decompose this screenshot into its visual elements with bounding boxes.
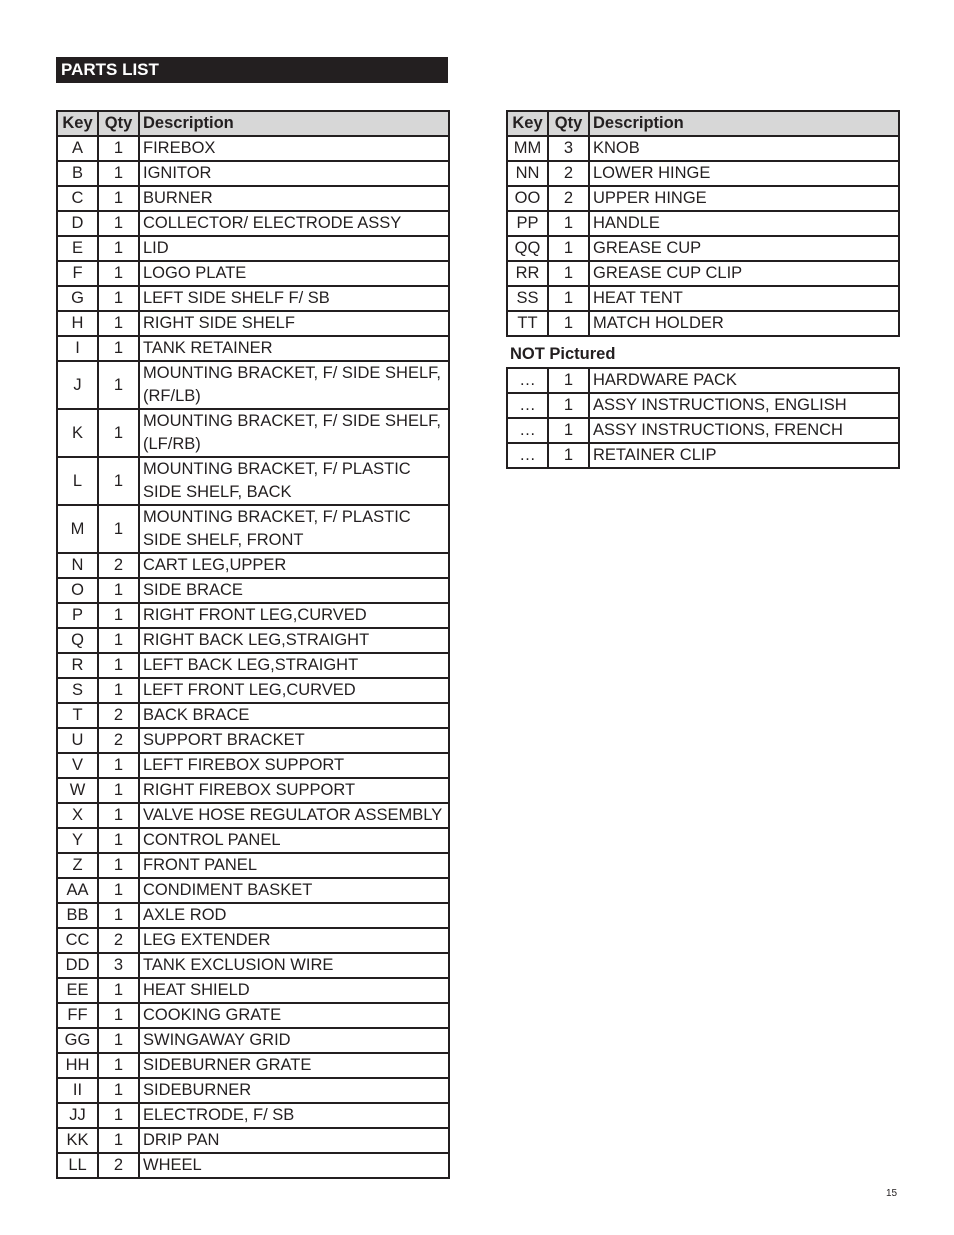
table-row: [57, 457, 449, 505]
part-description-cell: VALVE HOSE REGULATOR ASSEMBLY: [139, 803, 449, 828]
part-qty-cell: 1: [98, 457, 139, 505]
part-qty-cell: 1: [548, 261, 589, 286]
part-key-cell: EE: [57, 978, 98, 1003]
part-key-cell: AA: [57, 878, 98, 903]
part-description-cell: FIREBOX: [139, 136, 449, 161]
part-description-cell: SWINGAWAY GRID: [139, 1028, 449, 1053]
table-row: [57, 361, 449, 409]
table-row: [57, 553, 449, 578]
part-key-cell: …: [507, 418, 548, 443]
part-qty-cell: 1: [548, 211, 589, 236]
table-row: [507, 211, 899, 236]
description-column-header: Description: [139, 111, 449, 136]
part-qty-cell: 1: [548, 393, 589, 418]
part-key-cell: GG: [57, 1028, 98, 1053]
part-qty-cell: 1: [98, 1078, 139, 1103]
part-qty-cell: 1: [98, 261, 139, 286]
part-key-cell: …: [507, 443, 548, 468]
part-key-cell: O: [57, 578, 98, 603]
part-description-cell: TANK RETAINER: [139, 336, 449, 361]
part-qty-cell: 1: [548, 443, 589, 468]
part-description-cell: COLLECTOR/ ELECTRODE ASSY: [139, 211, 449, 236]
part-qty-cell: 3: [548, 136, 589, 161]
parts-list-title: PARTS LIST: [56, 57, 448, 83]
part-key-cell: F: [57, 261, 98, 286]
part-qty-cell: 1: [98, 578, 139, 603]
part-description-cell: RIGHT BACK LEG,STRAIGHT: [139, 628, 449, 653]
part-qty-cell: 1: [98, 186, 139, 211]
part-qty-cell: 1: [98, 603, 139, 628]
part-description-cell: GREASE CUP: [589, 236, 899, 261]
table-row: [507, 286, 899, 311]
part-qty-cell: 1: [98, 1003, 139, 1028]
table-row: [57, 953, 449, 978]
table-row: [57, 286, 449, 311]
part-qty-cell: 1: [98, 628, 139, 653]
table-row: [57, 236, 449, 261]
part-key-cell: HH: [57, 1053, 98, 1078]
part-qty-cell: 1: [548, 311, 589, 336]
part-key-cell: …: [507, 393, 548, 418]
part-qty-cell: 1: [98, 828, 139, 853]
table-row: [507, 186, 899, 211]
part-description-cell: SIDE BRACE: [139, 578, 449, 603]
part-description-cell: BURNER: [139, 186, 449, 211]
part-key-cell: T: [57, 703, 98, 728]
part-description-cell: RIGHT SIDE SHELF: [139, 311, 449, 336]
part-qty-cell: 1: [548, 368, 589, 393]
part-qty-cell: 1: [98, 286, 139, 311]
part-qty-cell: 1: [98, 978, 139, 1003]
part-description-cell: RIGHT FIREBOX SUPPORT: [139, 778, 449, 803]
table-row: [57, 505, 449, 553]
table-row: [57, 1128, 449, 1153]
part-qty-cell: 1: [548, 418, 589, 443]
part-qty-cell: 1: [98, 903, 139, 928]
table-row: [57, 753, 449, 778]
part-description-cell: LEFT SIDE SHELF F/ SB: [139, 286, 449, 311]
part-key-cell: BB: [57, 903, 98, 928]
table-row: [507, 161, 899, 186]
table-row: [57, 311, 449, 336]
part-qty-cell: 1: [98, 236, 139, 261]
part-description-cell: KNOB: [589, 136, 899, 161]
part-description-cell: MOUNTING BRACKET, F/ PLASTIC SIDE SHELF, FRONT: [139, 505, 449, 553]
part-description-cell: COOKING GRATE: [139, 1003, 449, 1028]
part-key-cell: MM: [507, 136, 548, 161]
table-row: [57, 703, 449, 728]
table-row: [507, 261, 899, 286]
part-qty-cell: 1: [98, 1128, 139, 1153]
part-qty-cell: 1: [98, 409, 139, 457]
key-column-header: Key: [507, 111, 548, 136]
key-column-header: Key: [57, 111, 98, 136]
part-key-cell: G: [57, 286, 98, 311]
part-description-cell: SIDEBURNER GRATE: [139, 1053, 449, 1078]
part-key-cell: U: [57, 728, 98, 753]
table-row: [57, 1103, 449, 1128]
part-description-cell: TANK EXCLUSION WIRE: [139, 953, 449, 978]
part-description-cell: BACK BRACE: [139, 703, 449, 728]
part-description-cell: UPPER HINGE: [589, 186, 899, 211]
part-description-cell: HEAT TENT: [589, 286, 899, 311]
qty-column-header: Qty: [548, 111, 589, 136]
part-description-cell: RIGHT FRONT LEG,CURVED: [139, 603, 449, 628]
table-row: [57, 578, 449, 603]
part-description-cell: MATCH HOLDER: [589, 311, 899, 336]
part-key-cell: X: [57, 803, 98, 828]
part-key-cell: I: [57, 336, 98, 361]
part-key-cell: R: [57, 653, 98, 678]
part-qty-cell: 1: [98, 1103, 139, 1128]
part-key-cell: N: [57, 553, 98, 578]
part-description-cell: ELECTRODE, F/ SB: [139, 1103, 449, 1128]
part-qty-cell: 2: [98, 928, 139, 953]
part-description-cell: SIDEBURNER: [139, 1078, 449, 1103]
part-qty-cell: 1: [98, 753, 139, 778]
table-row: [57, 628, 449, 653]
part-description-cell: CONDIMENT BASKET: [139, 878, 449, 903]
part-description-cell: LEFT BACK LEG,STRAIGHT: [139, 653, 449, 678]
part-qty-cell: 1: [548, 236, 589, 261]
part-description-cell: SUPPORT BRACKET: [139, 728, 449, 753]
table-row: [57, 186, 449, 211]
part-qty-cell: 1: [98, 361, 139, 409]
table-row: [57, 728, 449, 753]
part-qty-cell: 1: [98, 878, 139, 903]
part-description-cell: AXLE ROD: [139, 903, 449, 928]
part-description-cell: LEG EXTENDER: [139, 928, 449, 953]
table-row: [57, 211, 449, 236]
table-row: [57, 1153, 449, 1178]
part-description-cell: FRONT PANEL: [139, 853, 449, 878]
table-row: [507, 368, 899, 393]
table-header-row: [57, 111, 449, 136]
part-description-cell: ASSY INSTRUCTIONS, FRENCH: [589, 418, 899, 443]
part-key-cell: Y: [57, 828, 98, 853]
part-key-cell: FF: [57, 1003, 98, 1028]
parts-table-right: [506, 110, 900, 337]
table-row: [57, 161, 449, 186]
part-qty-cell: 1: [98, 161, 139, 186]
table-row: [507, 418, 899, 443]
part-description-cell: HANDLE: [589, 211, 899, 236]
table-row: [57, 903, 449, 928]
part-description-cell: DRIP PAN: [139, 1128, 449, 1153]
part-key-cell: LL: [57, 1153, 98, 1178]
part-qty-cell: 1: [98, 653, 139, 678]
part-description-cell: LID: [139, 236, 449, 261]
not-pictured-title: NOT Pictured: [510, 345, 616, 363]
part-key-cell: Q: [57, 628, 98, 653]
part-description-cell: IGNITOR: [139, 161, 449, 186]
part-key-cell: OO: [507, 186, 548, 211]
part-key-cell: KK: [57, 1128, 98, 1153]
table-row: [57, 653, 449, 678]
part-key-cell: A: [57, 136, 98, 161]
part-key-cell: CC: [57, 928, 98, 953]
table-row: [57, 678, 449, 703]
table-row: [57, 603, 449, 628]
table-row: [57, 336, 449, 361]
part-key-cell: SS: [507, 286, 548, 311]
part-description-cell: WHEEL: [139, 1153, 449, 1178]
part-qty-cell: 1: [98, 505, 139, 553]
table-row: [57, 928, 449, 953]
description-column-header: Description: [589, 111, 899, 136]
part-qty-cell: 1: [98, 853, 139, 878]
part-key-cell: H: [57, 311, 98, 336]
part-qty-cell: 2: [98, 703, 139, 728]
table-row: [57, 978, 449, 1003]
part-key-cell: J: [57, 361, 98, 409]
part-description-cell: MOUNTING BRACKET, F/ PLASTIC SIDE SHELF, BACK: [139, 457, 449, 505]
part-key-cell: P: [57, 603, 98, 628]
page-number: 15: [886, 1188, 898, 1199]
part-key-cell: E: [57, 236, 98, 261]
table-row: [57, 261, 449, 286]
part-description-cell: ASSY INSTRUCTIONS, ENGLISH: [589, 393, 899, 418]
parts-table-left: [56, 110, 450, 1179]
part-description-cell: LEFT FRONT LEG,CURVED: [139, 678, 449, 703]
part-key-cell: C: [57, 186, 98, 211]
part-description-cell: RETAINER CLIP: [589, 443, 899, 468]
table-row: [57, 409, 449, 457]
part-description-cell: LOWER HINGE: [589, 161, 899, 186]
part-key-cell: Z: [57, 853, 98, 878]
not-pictured-table: [506, 367, 900, 469]
part-key-cell: RR: [507, 261, 548, 286]
part-qty-cell: 2: [548, 161, 589, 186]
table-row: [57, 1053, 449, 1078]
part-qty-cell: 2: [98, 728, 139, 753]
table-row: [507, 136, 899, 161]
part-qty-cell: 1: [98, 1053, 139, 1078]
part-description-cell: GREASE CUP CLIP: [589, 261, 899, 286]
part-description-cell: MOUNTING BRACKET, F/ SIDE SHELF, (LF/RB): [139, 409, 449, 457]
table-row: [57, 1028, 449, 1053]
table-header-row: [507, 111, 899, 136]
part-key-cell: II: [57, 1078, 98, 1103]
part-qty-cell: 1: [98, 803, 139, 828]
table-row: [507, 236, 899, 261]
part-key-cell: K: [57, 409, 98, 457]
part-key-cell: S: [57, 678, 98, 703]
part-key-cell: W: [57, 778, 98, 803]
part-qty-cell: 1: [98, 311, 139, 336]
part-key-cell: L: [57, 457, 98, 505]
table-row: [507, 311, 899, 336]
part-description-cell: MOUNTING BRACKET, F/ SIDE SHELF, (RF/LB): [139, 361, 449, 409]
part-qty-cell: 1: [98, 211, 139, 236]
table-row: [57, 803, 449, 828]
part-qty-cell: 2: [98, 553, 139, 578]
table-row: [57, 828, 449, 853]
table-row: [57, 778, 449, 803]
table-row: [57, 1003, 449, 1028]
part-qty-cell: 2: [548, 186, 589, 211]
part-description-cell: CONTROL PANEL: [139, 828, 449, 853]
part-key-cell: QQ: [507, 236, 548, 261]
table-row: [57, 878, 449, 903]
table-row: [57, 136, 449, 161]
part-key-cell: V: [57, 753, 98, 778]
part-qty-cell: 1: [98, 1028, 139, 1053]
part-key-cell: JJ: [57, 1103, 98, 1128]
part-qty-cell: 1: [98, 678, 139, 703]
part-key-cell: B: [57, 161, 98, 186]
part-qty-cell: 1: [548, 286, 589, 311]
part-key-cell: TT: [507, 311, 548, 336]
part-key-cell: M: [57, 505, 98, 553]
part-qty-cell: 3: [98, 953, 139, 978]
part-key-cell: DD: [57, 953, 98, 978]
part-description-cell: LOGO PLATE: [139, 261, 449, 286]
part-description-cell: CART LEG,UPPER: [139, 553, 449, 578]
table-row: [507, 393, 899, 418]
part-key-cell: NN: [507, 161, 548, 186]
part-description-cell: HARDWARE PACK: [589, 368, 899, 393]
table-row: [57, 853, 449, 878]
part-key-cell: …: [507, 368, 548, 393]
part-qty-cell: 1: [98, 336, 139, 361]
part-qty-cell: 1: [98, 136, 139, 161]
qty-column-header: Qty: [98, 111, 139, 136]
part-description-cell: HEAT SHIELD: [139, 978, 449, 1003]
part-qty-cell: 1: [98, 778, 139, 803]
part-qty-cell: 2: [98, 1153, 139, 1178]
part-description-cell: LEFT FIREBOX SUPPORT: [139, 753, 449, 778]
part-key-cell: D: [57, 211, 98, 236]
part-key-cell: PP: [507, 211, 548, 236]
table-row: [507, 443, 899, 468]
table-row: [57, 1078, 449, 1103]
